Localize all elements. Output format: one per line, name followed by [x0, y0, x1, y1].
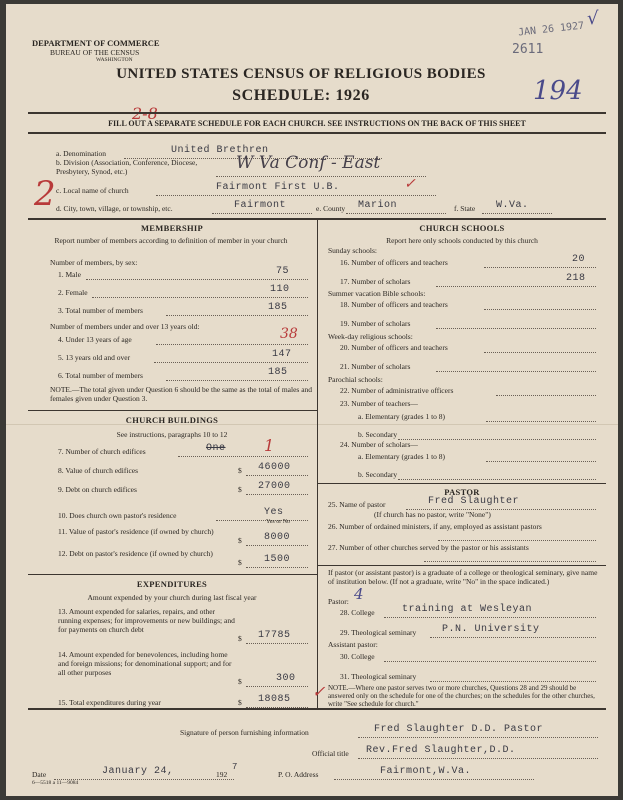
date-stamp: JAN 26 1927	[517, 20, 585, 39]
local-name-label: c. Local name of church	[56, 186, 129, 195]
q14-value: 300	[276, 673, 296, 684]
expenditures-heading: EXPENDITURES	[136, 579, 208, 589]
q21-label: 21. Number of scholars	[340, 362, 411, 371]
members-by-sex: Number of members, by sex:	[50, 258, 138, 267]
q4-label: 4. Under 13 years of age	[58, 335, 132, 344]
city-field-label: d. City, town, village, or township, etc.	[56, 204, 173, 213]
expenditures-intro: Amount expended by your church during last fiscal year	[87, 593, 257, 602]
q19-label: 19. Number of scholars	[340, 319, 411, 328]
q6-value: 185	[268, 367, 288, 378]
red-check-mark: ✓	[404, 176, 416, 192]
check-mark: √	[587, 8, 599, 29]
q10-hint: Yes or No	[266, 519, 291, 525]
q10-value: Yes	[264, 507, 284, 518]
q3-value: 185	[268, 302, 288, 313]
q29-value: P.N. University	[442, 624, 540, 635]
pastor-hand-mark: 4	[354, 585, 364, 603]
summer-schools: Summer vacation Bible schools:	[328, 289, 426, 298]
q14-currency: $	[238, 677, 242, 686]
signature-value: Fred Slaughter D.D. Pastor	[374, 724, 544, 735]
membership-heading: MEMBERSHIP	[140, 223, 204, 233]
q28-label: 28. College	[340, 608, 375, 617]
q13-currency: $	[238, 634, 242, 643]
q14-label: 14. Amount expended for benevolences, including home and foreign missions; for denominational support; and for all other purposes	[58, 650, 232, 677]
pastor-heading: PASTOR	[444, 487, 480, 497]
q18-label: 18. Number of officers and teachers	[340, 300, 448, 309]
q10-label: 10. Does church own pastor's residence	[58, 511, 177, 520]
q8-value: 46000	[258, 462, 291, 473]
q29-label: 29. Theological seminary	[340, 628, 417, 637]
q22-label: 22. Number of administrative officers	[340, 386, 454, 395]
q13-value: 17785	[258, 630, 291, 641]
year-suffix: 7	[232, 762, 238, 772]
q12-currency: $	[238, 558, 242, 567]
q15-value: 18085	[258, 694, 291, 705]
q8-currency: $	[238, 466, 242, 475]
buildings-intro: See instructions, paragraphs 10 to 12	[116, 430, 228, 439]
schedule-title: SCHEDULE: 1926	[232, 87, 370, 104]
division-label: b. Division (Association, Conference, Diocese, Presbytery, Synod, etc.)	[56, 158, 198, 176]
q11-currency: $	[238, 536, 242, 545]
q23-label: 23. Number of teachers—	[340, 399, 418, 408]
q20-label: 20. Number of officers and teachers	[340, 343, 448, 352]
graduate-note: If pastor (or assistant pastor) is a graduate of a college or theological seminary, give name of institution below. (If not a graduate, write "No" in the space indicated.)	[328, 568, 598, 586]
po-address-label: P. O. Address	[278, 770, 319, 779]
form-title: UNITED STATES CENSUS OF RELIGIOUS BODIES	[116, 66, 486, 82]
city-value: Fairmont	[234, 200, 287, 211]
state-value: W.Va.	[496, 200, 529, 211]
q30-label: 30. College	[340, 652, 375, 661]
county-value: Marion	[358, 200, 398, 211]
q9-value: 27000	[258, 481, 291, 492]
date-value: January 24,	[102, 766, 174, 777]
q9-label: 9. Debt on church edifices	[58, 485, 137, 494]
q24-label: 24. Number of scholars—	[340, 440, 418, 449]
city-label: WASHINGTON	[96, 57, 133, 63]
q23a-label: a. Elementary (grades 1 to 8)	[358, 412, 446, 421]
q7-hand-value: 1	[264, 436, 275, 455]
q27-label: 27. Number of other churches served by the pastor or his assistants	[328, 543, 529, 552]
q7-label: 7. Number of church edifices	[58, 447, 146, 456]
denomination-label: a. Denomination	[56, 149, 106, 158]
q23b-label: b. Secondary	[358, 430, 398, 439]
q25-label: 25. Name of pastor	[328, 500, 386, 509]
local-name-value: Fairmont First U.B.	[216, 182, 340, 193]
q15-currency: $	[238, 698, 242, 707]
q5-value: 147	[272, 349, 292, 360]
year-prefix: 192	[216, 770, 228, 779]
county-label: e. County	[316, 204, 346, 213]
membership-note: NOTE.—The total given under Question 6 should be the same as the total of males and females given under Question 3.	[50, 385, 313, 403]
membership-intro: Report number of members according to definition of member in your church	[54, 236, 288, 245]
q9-currency: $	[238, 485, 242, 494]
q31-label: 31. Theological seminary	[340, 672, 417, 681]
parochial-schools: Parochial schools:	[328, 375, 383, 384]
q4-value: 38	[280, 326, 298, 342]
q16-value: 20	[572, 254, 586, 265]
pastor-sub-label: Pastor:	[328, 597, 349, 606]
number-stamp: 2611	[512, 42, 544, 57]
q16-label: 16. Number of officers and teachers	[340, 258, 448, 267]
official-title-label: Official title	[312, 749, 349, 758]
q13-label: 13. Amount expended for salaries, repairs, and other running expenses; for improvements or new buildings; and for payments on church debt	[58, 607, 235, 634]
q11-label: 11. Value of pastor's residence (if owned by church)	[58, 527, 214, 536]
signature-label: Signature of person furnishing information	[180, 728, 309, 737]
q1-value: 75	[276, 266, 290, 277]
state-label: f. State	[454, 204, 476, 213]
division-value: W Va Conf - East	[236, 153, 381, 173]
schools-heading: CHURCH SCHOOLS	[419, 223, 505, 233]
q11-value: 8000	[264, 532, 291, 543]
q1-label: 1. Male	[58, 270, 81, 279]
schools-intro: Report here only schools conducted by this church	[386, 236, 538, 245]
q12-value: 1500	[264, 554, 291, 565]
q12-label: 12. Debt on pastor's residence (if owned by church)	[58, 549, 213, 558]
census-schedule-page	[6, 4, 618, 796]
pastor-note: NOTE.—Where one pastor serves two or more churches, Questions 28 and 29 should be answered only on the schedule for one of the churches; on the schedules for the other churches, write "See schedule for church."	[328, 684, 595, 708]
q7-value: One	[206, 443, 226, 454]
red-margin-mark: 2	[34, 174, 56, 214]
q24b-label: b. Secondary	[358, 470, 398, 479]
q26-label: 26. Number of ordained ministers, if any, employed as assistant pastors	[328, 522, 542, 531]
q2-label: 2. Female	[58, 288, 88, 297]
q8-label: 8. Value of church edifices	[58, 466, 139, 475]
q24a-label: a. Elementary (grades 1 to 8)	[358, 452, 446, 461]
q25-value: Fred Slaughter	[428, 496, 520, 507]
denomination-value: United Brethren	[171, 145, 269, 156]
q28-value: training at Wesleyan	[402, 604, 533, 615]
buildings-heading: CHURCH BUILDINGS	[125, 415, 219, 425]
q15-check-mark: ✓	[312, 682, 326, 701]
q3-label: 3. Total number of members	[58, 306, 143, 315]
weekday-schools: Week-day religious schools:	[328, 332, 413, 341]
handwritten-number: 194	[533, 76, 583, 106]
department-label: DEPARTMENT OF COMMERCE	[32, 38, 160, 48]
q5-label: 5. 13 years old and over	[58, 353, 131, 362]
q15-label: 15. Total expenditures during year	[58, 698, 161, 707]
po-address-value: Fairmont,W.Va.	[380, 766, 472, 777]
official-title-value: Rev.Fred Slaughter,D.D.	[366, 745, 516, 756]
sunday-schools: Sunday schools:	[328, 246, 377, 255]
q25-hint: (If church has no pastor, write "None")	[374, 510, 491, 519]
q17-value: 218	[566, 273, 586, 284]
date-label: Date	[32, 770, 47, 779]
form-code: 6—5518 a 11—9084	[32, 780, 79, 786]
q17-label: 17. Number of scholars	[340, 277, 411, 286]
assistant-pastor: Assistant pastor:	[328, 640, 378, 649]
q2-value: 110	[270, 284, 290, 295]
q6-label: 6. Total number of members	[58, 371, 143, 380]
age-intro: Number of members under and over 13 years old:	[50, 322, 200, 331]
instruction-line: FILL OUT A SEPARATE SCHEDULE FOR EACH CHURCH. SEE INSTRUCTIONS ON THE BACK OF THIS SHEET	[108, 119, 526, 128]
bureau-label: BUREAU OF THE CENSUS	[50, 48, 140, 57]
